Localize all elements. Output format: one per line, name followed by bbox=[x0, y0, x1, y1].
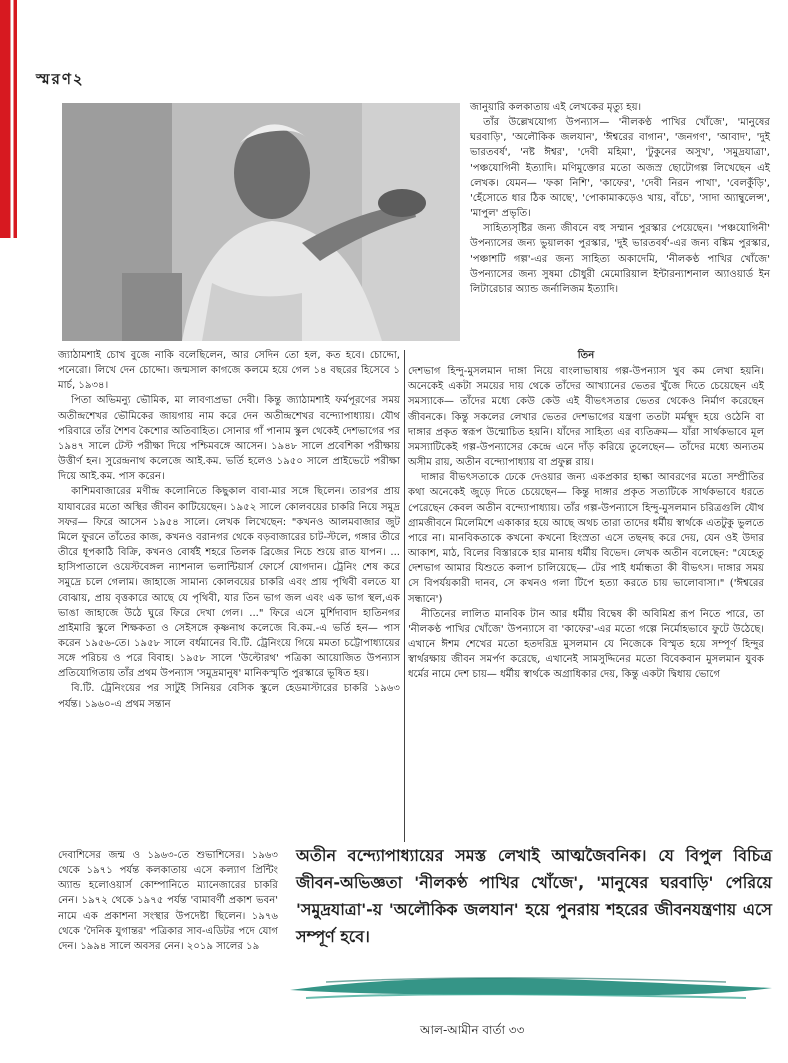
paragraph: কাশিমবাজারের মণীন্দ্র কলোনিতে কিছুকাল বাবা-মার সঙ্গে ছিলেন। তারপর প্রায় যাযাবরের মতো অস্থির জীবন কাটিয়েছেন। ১৯৫২ সালে কোলবয়ের চাকরি নিয়ে সমুদ্র সফর— ফিরে আসেন ১৯৫৪ সালে। লেখক লিখেছেন: "কখনও আলমবাজার জুট মিলে ফুরনে তাঁতের কাজ, কখনও বরানগর থেকে বড়বাজারের চাট-স্টলে, গঙ্গার তীরে তীরে ধূপকাঠি বিক্রি, কখনও বোর্ষই শহরে তিলক ব্রিজের নিচে শুয়ে রাত যাপন। ... হাসিপাতালে ওয়েস্টবেঙ্গল ন্যাশনাল ভলান্টিয়ার্স ফোর্সে যোগদান। ট্রেনিং শেষ করে সমুদ্রে চলে গেলাম। জাহাজে সামান্য কোলবয়ের চাকরি এবং প্রায় পৃথিবী বলতে যা বোঝায়, প্রায় বৃত্তকারে আছে যে পৃথিবী, যার তিন ভাগ জল এবং এক ভাগ স্থল,এক ভাঙা জাহাজে উঠে ঘুরে ফিরে দেখা গেল। ..." ফিরে এসে মুর্শিদাবাদ হাতিনগর প্রাইমারি স্কুলে শিক্ষকতা ও সেইসঙ্গে কৃষ্ণনাথ কলেজে বি.কম.-এ ভর্তি হন— পাস করেন ১৯৫৬-তে। ১৯৫৮ সালে বর্ধমানের বি.টি. ট্রেনিংয়ে গিয়ে মমতা চট্টোপাধ্যায়ের সঙ্গে পরিচয় ও পরে বিবাহ। ১৯৫৮ সালে 'উল্টোরথ' পত্রিকা আয়োজিত উপন্যাস প্রতিযোগিতায় তাঁর প্রথম উপন্যাস 'সমুদ্রমানুষ' মানিকস্মৃতি পুরস্কারে ভূষিত হয়। bbox=[58, 486, 400, 680]
paragraph: দাঙ্গার বীভৎসতাকে ঢেকে দেওয়ার জন্য একপ্রকার হাল্কা আবরণের মতো সম্প্রীতির কথা অনেকেই জুড়ে দিতে চেয়েছেন— কিন্তু দাঙ্গার প্রকৃত সত্যটিকে সার্থকভাবে ধরতে পেরেছেন কেবল অতীন বন্দ্যোপাধ্যায়। তাঁর গল্প-উপন্যাসে হিন্দু-মুসলমান চরিত্রগুলি যৌথ গ্রামজীবনে মিলেমিশে একাকার হয়ে আছে অথচ তারা তাদের ধর্মীয় স্বার্থকে এতটুকু ভুলতে পারে না। মানবিকতাকে কখনো কখনো হিংস্রতা এসে তছনছ করে দেয়, যেন ওই উদার আকাশ, মাঠ, বিলের বিস্তারকে হার মানায় ধর্মীয় বিভেদ। লেখক অতীন বলেছেন: "যেহেতু দেশভাগ আমার যিশুতে কলাপ চালিয়েছে— টের পাই ধর্মান্ধতা কী বীভৎস। দাঙ্গার সময় সে বিপর্যয়কারী দানব, সে কখনও গলা টিপে হত্যা করতে চায় ভালোবাসা।" ('ঈশ্বরের সন্ধানে') bbox=[408, 472, 764, 605]
author-portrait-illustration bbox=[62, 103, 460, 341]
paragraph: নীতিনের লালিত মানবিক টান আর ধর্মীয় বিদ্বেষ কী অবিমিশ্র রূপ নিতে পারে, তা 'নীলকণ্ঠ পাখির খোঁজে' উপন্যাসে বা 'কাফের'-এর মতো গল্পে নির্মোহভাবে ফুটে উঠেছে। এখানে ঈশম শেখের মতো হতদরিদ্র মুসলমান যে নিজেকে বিস্মৃত হয়ে সম্পূর্ণ হিন্দুর স্বার্থরক্ষায় জীবন সমর্পণ করেছে, এখানেই সামসুদ্দিনের মতো বিবেকবান মুসলমান যুবক ধর্মের নামে দেশ চায়— ধর্মীয় স্বার্থকে অগ্রাধিকার দেয়, কিন্তু একটা দ্বিধায় ভোগে bbox=[408, 608, 764, 681]
paragraph: বি.টি. ট্রেনিংয়ের পর সাটুই সিনিয়র বেসিক স্কুলে হেডমাস্টারের চাকরি ১৯৬৩ পর্যন্ত। ১৯৬০-এ প্রথম সন্তান bbox=[58, 683, 400, 710]
section-heading: তিন bbox=[577, 350, 595, 361]
column-divider bbox=[404, 350, 405, 842]
section-label: স্মরণ২ bbox=[36, 70, 85, 88]
green-brush-swash bbox=[286, 968, 776, 1008]
left-bottom-column bbox=[58, 848, 278, 954]
pull-quote: অতীন বন্দ্যোপাধ্যায়ের সমস্ত লেখাই আত্মজৈবনিক। যে বিপুল বিচিত্র জীবন-অভিজ্ঞতা 'নীলকণ্ঠ পাখির খোঁজে', 'মানুষের ঘরবাড়ি' পেরিয়ে 'সমুদ্রযাত্রা'-য় 'অলৌকিক জলযান' হয়ে পুনরায় শহরের জীবনযন্ত্রণায় এসে সম্পূর্ণ হবে। bbox=[296, 846, 772, 946]
left-text-column bbox=[58, 348, 400, 712]
paragraph: তাঁর উল্লেখযোগ্য উপন্যাস— 'নীলকণ্ঠ পাখির খোঁজে', 'মানুষের ঘরবাড়ি', 'অলৌকিক জলযান', 'ঈশ্বরের বাগান', 'জনগণ', 'আবাদ', 'দুই ভারতবর্ষ', 'নষ্ট ঈশ্বর', 'দেবী মহিমা', 'টুকুনের অসুখ', 'সমুদ্রযাত্রা', 'পঞ্চযোগিনী ইত্যাদি। মণিমুক্তোর মতো অজস্র ছোটোগল্প লিখেছেন এই লেখক। যেমন— 'ফকা নিশি', 'কাফের', 'দেবী নিরন পাখা', 'বেলকুঁড়ি', 'হেঁসোতে ধার ঠিক আছে', 'পোকামাকড়েও খায়, বাঁচে', 'সাদা অ্যাম্বুলেন্স', 'মাপুল' প্রভৃতি। bbox=[470, 117, 770, 220]
red-accent-bar bbox=[0, 0, 17, 238]
page-footer: আল-আমীন বার্তা ৩৩ bbox=[420, 1023, 525, 1037]
paragraph: দেবাশিসের জন্ম ও ১৯৬৩-তে শুভাশিসের। ১৯৬৩ থেকে ১৯৭১ পর্যন্ত কলকাতায় এসে কল্যাণ প্রিন্টিং অ্যান্ড হলোওয়ার্স কোম্পানিতে ম্যানেজারের চাকরি নেন। ১৯৭২ থেকে ১৯৭৫ পর্যন্ত 'বামাবর্ণী প্রকাশ ভবন' নামে এক প্রকাশনা সংস্থার উপদেষ্টা ছিলেন। ১৯৭৬ থেকে 'দৈনিক যুগান্তর' পত্রিকার সাব-এডিটর পদে যোগ দেন। ১৯৯৪ সালে অবসর নেন। ২০১৯ সালের ১৯ bbox=[58, 850, 278, 952]
paragraph: জ্যাঠামশাই চোখ বুজে নাকি বলেছিলেন, আর সেদিন তো হল, কত হবে। চোদ্দো, পনেরো। লিখে দেন চোদ্দো। জন্মসাল কাগজে কলমে হয়ে গেল ১৪ বছরের হিসেবে ১ মার্চ, ১৯৩৪। bbox=[58, 350, 400, 392]
top-text-column bbox=[470, 100, 770, 297]
paragraph: জানুয়ারি কলকাতায় এই লেখকের মৃত্যু হয়। bbox=[470, 102, 642, 113]
paragraph: সাহিত্যসৃষ্টির জন্য জীবনে বহু সম্মান পুরস্কার পেয়েছেন। 'পঞ্চযোগিনী' উপন্যাসের জন্য ভুয়ালকা পুরস্কার, 'দুই ভারতবর্ষ'-এর জন্য বঙ্কিম পুরস্কার, 'পঞ্চাশটি গল্প'-এর জন্য সাহিত্য অকাদেমি, 'নীলকণ্ঠ পাখির খোঁজে' উপন্যাসের জন্য সুষমা চৌধুরী মেমোরিয়াল ইন্টারন্যাশনাল অ্যাওয়ার্ড ইন লিটারেচার অ্যান্ড জর্নালিজম ইত্যাদি। bbox=[470, 223, 770, 295]
paragraph: পিতা অভিমন্যু ভৌমিক, মা লাবণ্যপ্রভা দেবী। কিন্তু জ্যাঠামশাই ফর্মপূরণের সময় অতীন্দ্রশেখর ভৌমিকের জায়গায় নাম করে দেন অতীন্দ্রশেখর বন্দ্যোপাধ্যায়। যৌথ পরিবারে তাঁর শৈশব কৈশোর অতিবাহিত। সোনার গাঁ পানাম স্কুল থেকেই দেশভাগের পর ১৯৪৭ সালে টেস্ট পরীক্ষা দিয়ে পশ্চিমবঙ্গে আসেন। ১৯৪৮ সালে প্রবেশিকা পরীক্ষায় উত্তীর্ণ হন। সুরেন্দ্রনাথ কলেজে আই.কম. ভর্তি হলেও ১৯৫০ সালে প্রাইভেটে পরীক্ষা দিয়ে আই.কম. পাস করেন। bbox=[58, 395, 400, 483]
right-text-column bbox=[408, 348, 764, 682]
author-photo bbox=[62, 103, 460, 341]
paragraph: দেশভাগ হিন্দু-মুসলমান দাঙ্গা নিয়ে বাংলাভাষায় গল্প-উপন্যাস খুব কম লেখা হয়নি। অনেকেই একটা সময়ের দায় থেকে তাঁদের আখ্যানের ভেতর খুঁজে দিতে চেয়েছেন এই সমস্যাকে— তাঁদের মধ্যে কেউ কেউ এই বীভৎসতার ভেতর থেকেও নির্মাণ করেছেন জীবনকে। কিন্তু সকলের লেখার ভেতর দেশভাগের যন্ত্রণা ততটা মর্মস্থূদ হয়ে ওঠেনি বা দাঙ্গার প্রকৃত স্বরূপ উন্মোচিত হয়নি। যাঁদের সাহিত্য এর ব্যতিক্রম— যাঁরা সার্থকভাবে মূল সমস্যাটিকেই গল্প-উপন্যাসের কেন্দ্রে এনে দাঁড় করিয়ে তুলেছেন— তাঁদের মধ্যে অন্যতম অসীম রায়, অতীন বন্দ্যোপাধ্যায় বা প্রফুল্ল রায়। bbox=[408, 366, 764, 469]
